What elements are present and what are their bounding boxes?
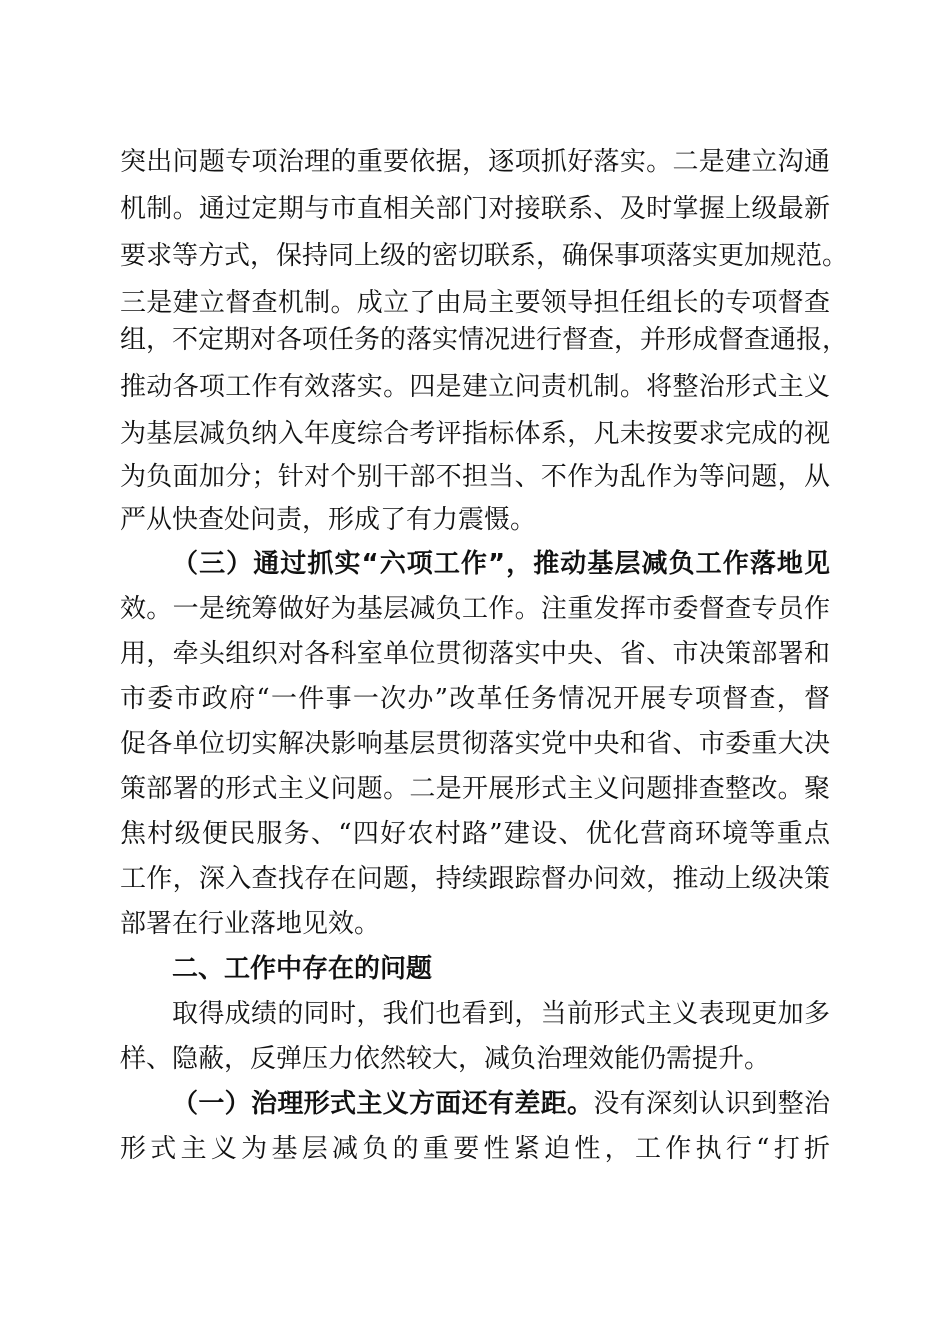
body-line: 取得成绩的同时，我们也看到，当前形式主义表现更加多 [172, 999, 830, 1029]
body-line: 促各单位切实解决影响基层贯彻落实党中央和省、市委重大决 [120, 729, 830, 759]
body-line: 工作，深入查找存在问题，持续跟踪督办问效，推动上级决策 [120, 864, 830, 894]
body-line: 突出问题专项治理的重要依据，逐项抓好落实。二是建立沟通 [120, 147, 830, 177]
body-line: 严从快查处问责，形成了有力震慑。 [120, 505, 537, 535]
subsection-1-line [172, 1084, 830, 1124]
body-line: 推动各项工作有效落实。四是建立问责机制。将整治形式主义 [120, 372, 830, 402]
body-line: 焦村级便民服务、“四好农村路”建设、优化营商环境等重点 [120, 819, 830, 849]
body-line: 策部署的形式主义问题。二是开展形式主义问题排查整改。聚 [120, 774, 830, 804]
body-line: 组，不定期对各项任务的落实情况进行督查，并形成督查通报， [120, 325, 849, 355]
part-2-heading: 二、工作中存在的问题 [172, 954, 433, 984]
body-line: 形式主义为基层减负的重要性紧迫性，工作执行“打折 [120, 1134, 830, 1164]
body-line: 为负面加分；针对个别干部不担当、不作为乱作为等问题，从 [120, 462, 830, 492]
section-3-title: （三）通过抓实“六项工作”，推动基层减负工作落地见 [172, 549, 830, 579]
body-line: 要求等方式，保持同上级的密切联系，确保事项落实更加规范。 [120, 241, 849, 271]
subsection-1-title: （一）治理形式主义方面还有差距。 [172, 1089, 594, 1119]
subsection-1-text: 没有深刻认识到整治 [593, 1089, 830, 1119]
body-line: 样、隐蔽，反弹压力依然较大，减负治理效能仍需提升。 [120, 1044, 771, 1074]
body-line: 市委市政府“一件事一次办”改革任务情况开展专项督查，督 [120, 684, 830, 714]
body-line: 为基层减负纳入年度综合考评指标体系，凡未按要求完成的视 [120, 419, 830, 449]
body-line: 效。一是统筹做好为基层减负工作。注重发挥市委督查专员作 [120, 594, 830, 624]
body-line: 用，牵头组织对各科室单位贯彻落实中央、省、市决策部署和 [120, 639, 830, 669]
body-line: 三是建立督查机制。成立了由局主要领导担任组长的专项督查 [120, 288, 830, 318]
body-line: 部署在行业落地见效。 [120, 909, 381, 939]
body-line: 机制。通过定期与市直相关部门对接联系、及时掌握上级最新 [120, 194, 830, 224]
